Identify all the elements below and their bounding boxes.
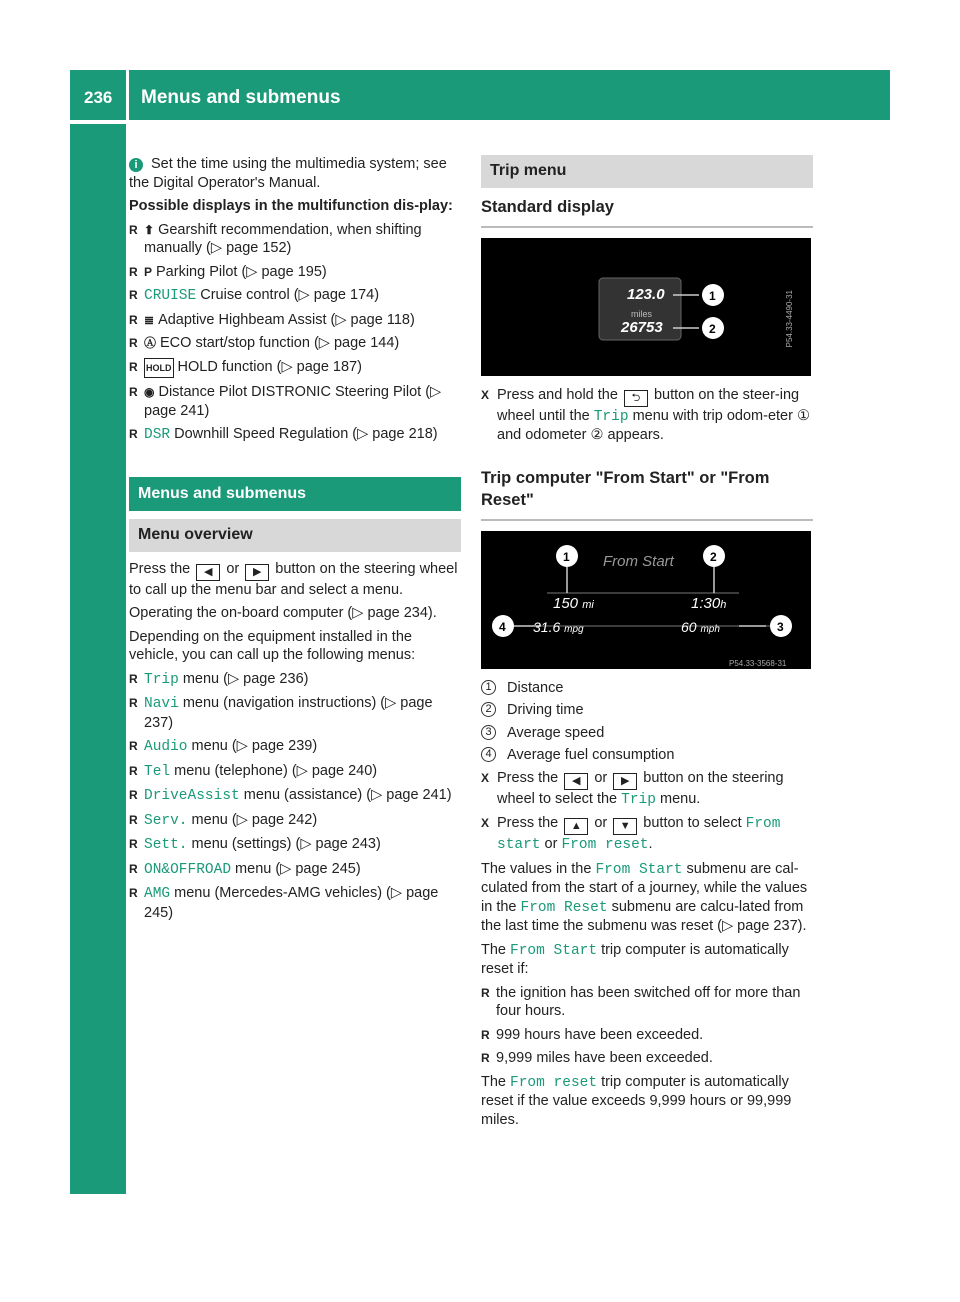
- list-item: R CRUISE Cruise control (▷ page 174): [129, 286, 461, 306]
- trip-value: 123.0: [627, 285, 665, 303]
- list-item: R ≣ Adaptive Highbeam Assist (▷ page 118): [129, 311, 461, 330]
- callout-1: 1: [563, 549, 570, 564]
- press-instruction: Press the ◀ or ▶ button on the steering wheel to call up the menu bar and select a menu.: [129, 560, 458, 598]
- right-arrow-key-icon: ▶: [613, 773, 637, 790]
- operating-text: Operating the on-board computer (▷ page 234).: [129, 605, 437, 621]
- time-value: 1:30h: [691, 594, 727, 612]
- list-item: R 9,999 miles have been exceeded.: [481, 1049, 813, 1068]
- auto-reset-text-2: The From reset trip computer is automatically reset if the value exceeds 9,999 hours or 99,999 miles.: [481, 1073, 792, 1128]
- speed-value: 60 mph: [681, 618, 720, 635]
- list-item: R P Parking Pilot (▷ page 195): [129, 263, 461, 282]
- mpg-value: 31.6 mpg: [533, 618, 584, 635]
- back-key-icon: ⮌: [624, 390, 648, 407]
- down-arrow-key-icon: ▼: [613, 818, 637, 835]
- overview-title: Menu overview: [129, 519, 461, 552]
- standard-display-image: [481, 238, 811, 376]
- menu-item: R ON&OFFROAD menu (▷ page 245): [129, 860, 461, 880]
- trip-computer-title: Trip computer "From Start" or "From Reset": [481, 467, 813, 521]
- trip-unit: miles: [631, 308, 653, 319]
- trip-computer-image: [481, 531, 811, 669]
- legend-item: 3 Average speed: [481, 724, 813, 743]
- menu-item: R Tel menu (telephone) (▷ page 240): [129, 762, 461, 782]
- depending-text: Depending on the equipment installed in the vehicle, you can call up the following menus:: [129, 628, 416, 663]
- image-code: P54.33-4490-31: [785, 289, 794, 347]
- step-2: X Press the ◀ or ▶ button on the steering wheel to select the Trip menu.: [481, 769, 813, 810]
- menu-item: R Serv. menu (▷ page 242): [129, 811, 461, 831]
- callout-4: 4: [499, 619, 506, 634]
- image-code: P54.33-3568-31: [729, 658, 787, 668]
- standard-display-title: Standard display: [481, 196, 813, 228]
- callout-1: 1: [709, 288, 716, 303]
- list-item: R 999 hours have been exceeded.: [481, 1026, 813, 1045]
- auto-reset-text: The From Start trip computer is automatically reset if:: [481, 941, 789, 977]
- odometer-value: 26753: [621, 318, 663, 336]
- menu-item: R AMG menu (Mercedes-AMG vehicles) (▷ page 245): [129, 884, 461, 922]
- step-1: X Press and hold the ⮌ button on the steer-ing wheel until the Trip menu with trip odom-eter ① and odometer ② appears.: [481, 386, 813, 445]
- parking-icon: P: [144, 264, 153, 279]
- list-item: R the ignition has been switched off for more than four hours.: [481, 984, 813, 1021]
- list-item: R ⬆ Gearshift recommendation, when shifting manually (▷ page 152): [129, 221, 461, 258]
- hold-icon: HOLD: [144, 358, 174, 379]
- distance-value: 150 mi: [553, 594, 594, 612]
- left-arrow-key-icon: ◀: [196, 564, 220, 581]
- list-item: R HOLD HOLD function (▷ page 187): [129, 358, 461, 379]
- legend-item: 2 Driving time: [481, 701, 813, 720]
- callout-2: 2: [710, 549, 717, 564]
- eco-icon: Ⓐ: [144, 336, 157, 350]
- distance-pilot-icon: ◉: [144, 385, 155, 399]
- up-arrow-key-icon: ▲: [564, 818, 588, 835]
- list-item: R DSR Downhill Speed Regulation (▷ page 218): [129, 425, 461, 445]
- menu-item: R Navi menu (navigation instructions) (▷ page 237): [129, 694, 461, 732]
- list-item: R ◉ Distance Pilot DISTRONIC Steering Pilot (▷ page 241): [129, 383, 461, 420]
- info-note: i Set the time using the multimedia system; see the Digital Operator's Manual.: [129, 156, 447, 191]
- legend-item: 4 Average fuel consumption: [481, 746, 813, 765]
- list-item: R Ⓐ ECO start/stop function (▷ page 144): [129, 334, 461, 353]
- gearshift-icon: ⬆: [144, 222, 155, 237]
- page-title: Menus and submenus: [141, 87, 341, 108]
- section-title: Menus and submenus: [129, 477, 461, 512]
- info-icon: i: [129, 158, 143, 172]
- callout-2: 2: [709, 321, 716, 336]
- menu-item: R Sett. menu (settings) (▷ page 243): [129, 835, 461, 855]
- highbeam-icon: ≣: [144, 312, 155, 327]
- possible-displays-heading: Possible displays in the multifunction dis-play:: [129, 198, 453, 214]
- left-column: [129, 155, 461, 927]
- page-number: 236: [84, 88, 113, 107]
- page-number-tab: [70, 70, 126, 120]
- right-arrow-key-icon: ▶: [245, 564, 269, 581]
- callout-3: 3: [777, 619, 784, 634]
- from-start-label: From Start: [603, 552, 674, 570]
- step-3: X Press the ▲ or ▼ button to select From start or From reset.: [481, 814, 813, 855]
- menu-item: R DriveAssist menu (assistance) (▷ page 241): [129, 786, 461, 806]
- menu-item: R Trip menu (▷ page 236): [129, 670, 461, 690]
- values-text: The values in the From Start submenu are cal-culated from the start of a journey, while the values in the From Reset submenu are calcu-lated from the last time the submenu was reset (▷ page 237).: [481, 860, 808, 934]
- right-column: [481, 155, 813, 1134]
- menu-item: R Audio menu (▷ page 239): [129, 737, 461, 757]
- page-header: [129, 70, 890, 120]
- trip-menu-title: Trip menu: [481, 155, 813, 188]
- legend-item: 1 Distance: [481, 679, 813, 698]
- left-arrow-key-icon: ◀: [564, 773, 588, 790]
- side-tab-label: On-board computer and displays: [97, 449, 122, 795]
